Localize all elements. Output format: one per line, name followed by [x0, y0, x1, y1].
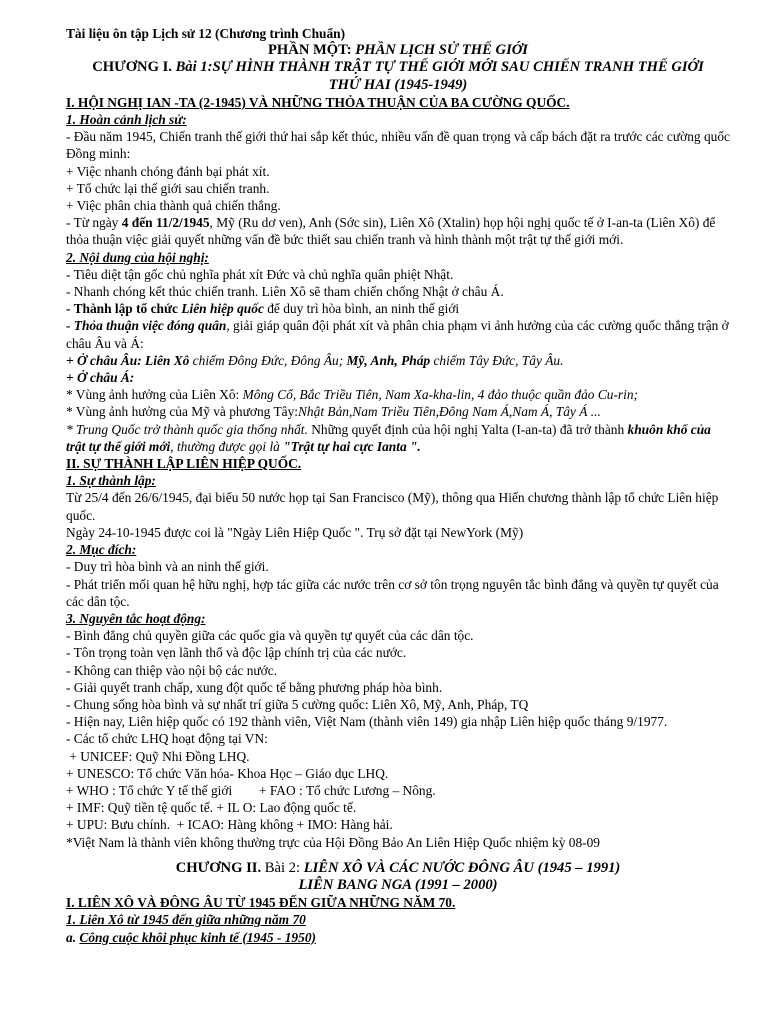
part-title [66, 42, 730, 59]
context-paragraph-2 [66, 214, 730, 248]
principle-item: - Tôn trọng toàn vẹn lãnh thổ và độc lập chính trị của các nước. [66, 645, 407, 661]
context-paragraph-1: - Đầu năm 1945, Chiến tranh thế giới thứ hai sắp kết thúc, nhiều vấn đề quan trọng và cấp bách đặt ra trước các cường quốc Đồng minh: [66, 129, 730, 162]
content-item [66, 317, 730, 351]
china-lead: * Trung Quốc trở thành quốc gia thống nhất. [66, 421, 308, 437]
orgs-intro: - Các tổ chức LHQ hoạt động tại VN: [66, 731, 268, 747]
part-title-prefix: PHẦN MỘT: [268, 42, 356, 59]
content-item: - Nhanh chóng kết thúc chiến tranh. Liên Xô sẽ tham chiến chống Nhật ở châu Á. [66, 284, 504, 300]
chapter2-subheading-1: 1. Liên Xô từ 1945 đến giữa những năm 70 [66, 912, 306, 928]
org-item: + IMF: Quỹ tiền tệ quốc tế. + IL O: Lao động quốc tế. [66, 800, 357, 816]
chapter2-title-line1 [66, 860, 730, 877]
europe-line [66, 352, 730, 369]
china-body: Những quyết định của hội nghị Yalta (I-an-ta) đã trở thành [307, 421, 628, 437]
section2-subheading-principles: 3. Nguyên tắc hoạt động: [66, 610, 206, 626]
europe-west-tail: chiếm Tây Đức, Tây Âu. [430, 352, 564, 368]
content-3-tail: để duy trì hòa bình, an ninh thế giới [263, 301, 460, 317]
content-4-lead: - Thỏa thuận việc đóng quân [66, 318, 227, 334]
content-3-un: Liên hiệp quốc [181, 301, 264, 317]
document-body [66, 25, 730, 946]
vn-security-council-note: *Việt Nam là thành viên không thường trực của Hội Đồng Bảo An Liên Hiệp Quốc nhiệm kỳ 08-09 [66, 834, 600, 850]
chapter2-section-heading: I. LIÊN XÔ VÀ ĐÔNG ÂU TỪ 1945 ĐẾN GIỮA NHỮNG NĂM 70. [66, 895, 456, 911]
principle-item: - Không can thiệp vào nội bộ các nước. [66, 662, 278, 678]
org-item: + UPU: Bưu chính. + ICAO: Hàng không + IMO: Hàng hải. [66, 817, 393, 833]
asia-us-lead: * Vùng ảnh hưởng của Mỹ và phương Tây: [66, 404, 298, 420]
chapter2-sub-a-prefix: a. [66, 929, 80, 945]
chapter1-label: CHƯƠNG I. [92, 59, 176, 76]
context-p2-lead: - Từ ngày [66, 215, 122, 231]
europe-west: Mỹ, Anh, Pháp [346, 352, 431, 368]
chapter2-sub-a-title: Công cuộc khôi phục kinh tế (1945 - 1950) [79, 929, 316, 945]
chapter1-title-line1 [66, 59, 730, 76]
content-item [66, 300, 730, 317]
org-item: + WHO : Tổ chức Y tế thế giới + FAO : Tổ chức Lương – Nông. [66, 782, 436, 798]
chapter-gap [66, 851, 730, 860]
asia-line: + Ở châu Á: [66, 370, 135, 386]
aim-item: - Phát triển mối quan hệ hữu nghị, hợp tác giữa các nước trên cơ sở tôn trọng nguyên tắc bình đẳng và quyền tự quyết của các dân tộc. [66, 576, 719, 609]
org-item: + UNICEF: Quỹ Nhi Đồng LHQ. [66, 748, 250, 764]
chapter1-lesson: Bài 1: [175, 59, 213, 76]
founding-paragraph-1: Từ 25/4 đến 26/6/1945, đại biểu 50 nước họp tại San Francisco (Mỹ), thông qua Hiến chương thành lập tổ chức Liên hiệp quốc. [66, 490, 719, 523]
europe-ussr: chiếm Đông Đức, Đông Âu; [189, 352, 347, 368]
asia-ussr-lead: * Vùng ảnh hưởng của Liên Xô: [66, 387, 243, 403]
context-item: + Việc phân chia thành quả chiến thắng. [66, 198, 281, 214]
chapter2-title-line2: LIÊN BANG NGA (1991 – 2000) [298, 876, 498, 893]
china-paragraph [66, 421, 730, 455]
part-title-name: PHẦN LỊCH SỬ THẾ GIỚI [355, 42, 528, 59]
section1-subheading-context: 1. Hoàn cảnh lịch sử: [66, 112, 187, 128]
chapter2-lesson: Bài 2: [264, 859, 304, 876]
chapter2-label: CHƯƠNG II. [175, 859, 265, 876]
chapter2-subheading-a [66, 929, 730, 946]
principle-item: - Giải quyết tranh chấp, xung đột quốc tế bằng phương pháp hòa bình. [66, 679, 443, 695]
china-framework: khuôn khổ của trật tự thế giới mới [66, 421, 711, 454]
chapter1-title: SỰ HÌNH THÀNH TRẬT TỰ THẾ GIỚI MỚI SAU CHIẾN TRANH THẾ GIỚI [212, 59, 704, 76]
section2-heading: II. SỰ THÀNH LẬP LIÊN HIỆP QUỐC. [66, 456, 302, 472]
context-p2-body: , Mỹ (Ru dơ ven), Anh (Sớc sin), Liên Xô (Xtalin) họp hội nghị quốc tế ở I-an-ta (Liên Xô) để thỏa thuận việc giải quyết những vấn đề bức thiết sau chiến tranh và hình thành một trật tự thế giới mới. [66, 215, 716, 248]
asia-us-line [66, 403, 730, 420]
org-item: + UNESCO: Tổ chức Văn hóa- Khoa Học – Giáo dục LHQ. [66, 765, 389, 781]
section2-subheading-founding: 1. Sự thành lập: [66, 473, 156, 489]
context-item: + Tổ chức lại thế giới sau chiến tranh. [66, 180, 270, 196]
china-called: , thường được gọi là [170, 438, 284, 454]
asia-us-areas: Nhật Bản,Nam Triều Tiên,Đông Nam Á,Nam Á, Tây Á ... [298, 404, 601, 420]
document-header: Tài liệu ôn tập Lịch sử 12 (Chương trình Chuẩn) [66, 26, 346, 41]
europe-lead: + Ở châu Âu: Liên Xô [66, 352, 190, 368]
asia-ussr-line [66, 386, 730, 403]
asia-ussr-areas: Mông Cổ, Bắc Triều Tiên, Nam Xa-kha-lin, 4 đảo thuộc quần đảo Cu-rin; [242, 387, 638, 403]
china-bipolar: "Trật tự hai cực Ianta ". [283, 438, 421, 454]
chapter1-title-line2: THỨ HAI (1945-1949) [328, 76, 468, 93]
content-item: - Tiêu diệt tận gốc chủ nghĩa phát xít Đức và chủ nghĩa quân phiệt Nhật. [66, 266, 454, 282]
section2-subheading-aims: 2. Mục đích: [66, 542, 137, 558]
principle-item: - Chung sống hòa bình và sự nhất trí giữa 5 cường quốc: Liên Xô, Mỹ, Anh, Pháp, TQ [66, 696, 529, 712]
aim-item: - Duy trì hòa bình và an ninh thế giới. [66, 559, 269, 575]
section1-subheading-content: 2. Nội dung của hội nghị: [66, 249, 209, 265]
content-3-lead: - Thành lập tổ chức [66, 301, 182, 317]
content-4-body: , giải giáp quân đội phát xít và phân chia phạm vi ảnh hưởng của các cường quốc thắng trận ở châu Âu và Á: [66, 318, 729, 351]
context-item: + Việc nhanh chóng đánh bại phát xít. [66, 163, 270, 179]
founding-paragraph-2: Ngày 24-10-1945 được coi là "Ngày Liên Hiệp Quốc ". Trụ sở đặt tại NewYork (Mỹ) [66, 524, 524, 540]
principle-item: - Bình đẳng chủ quyền giữa các quốc gia và quyền tự quyết của các dân tộc. [66, 628, 474, 644]
section1-heading: I. HỘI NGHỊ IAN -TA (2-1945) VÀ NHỮNG THỎA THUẬN CỦA BA CƯỜNG QUỐC. [66, 94, 570, 110]
chapter2-title: LIÊN XÔ VÀ CÁC NƯỚC ĐÔNG ÂU (1945 – 1991) [303, 859, 621, 876]
members-paragraph: - Hiện nay, Liên hiệp quốc có 192 thành viên, Việt Nam (thành viên 149) gia nhập Liên hiệp quốc tháng 9/1977. [66, 714, 668, 730]
context-p2-dates: 4 đến 11/2/1945 [121, 215, 210, 231]
